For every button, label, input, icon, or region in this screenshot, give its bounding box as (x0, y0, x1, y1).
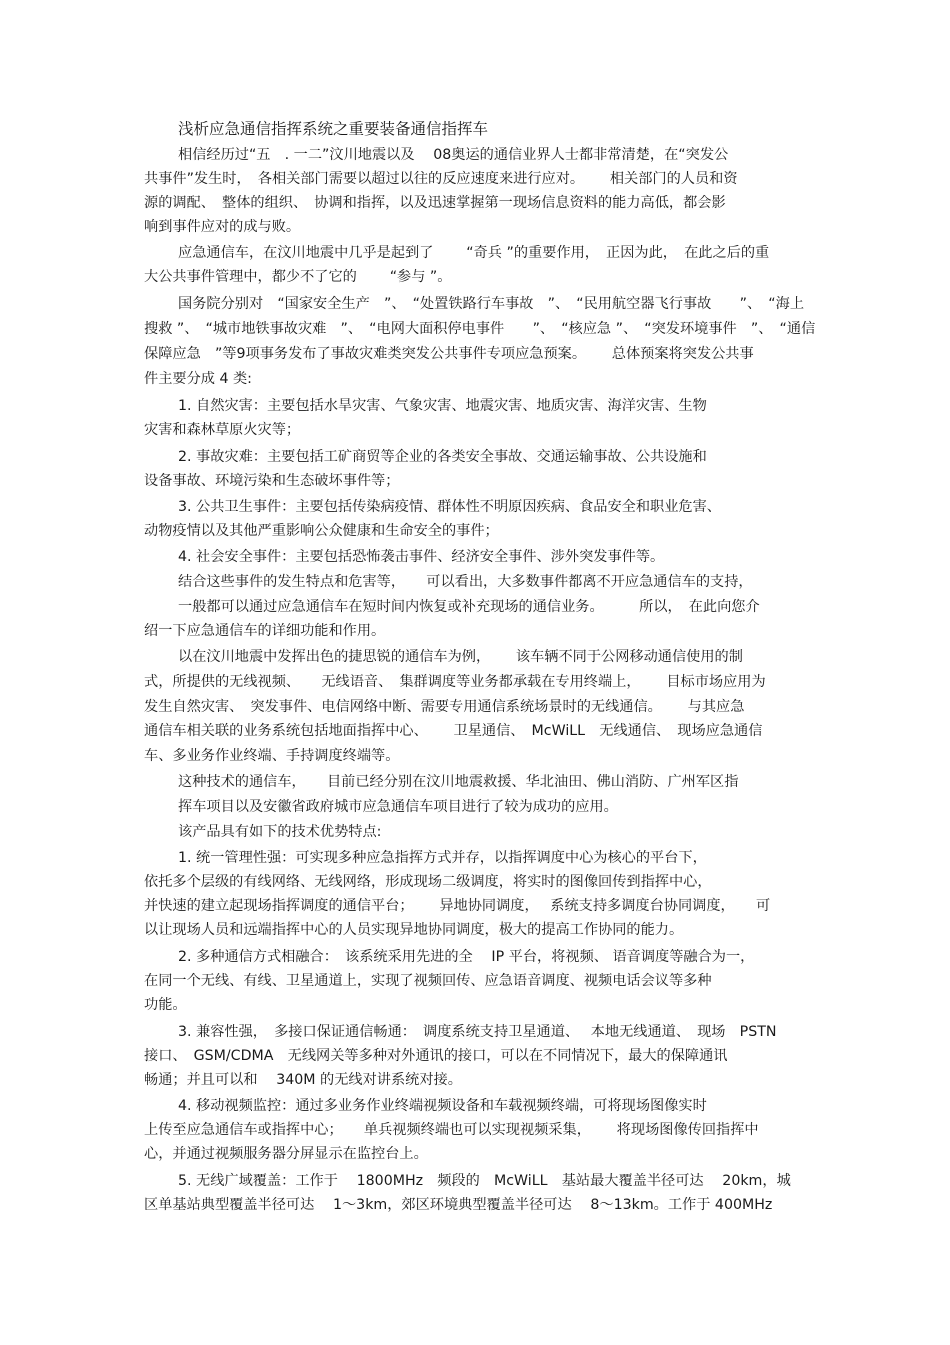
body-text-line: 2. 事故灾难：主要包括工矿商贸等企业的各类安全事故、交通运输事故、公共设施和 (178, 449, 707, 465)
body-text-line: 发生自然灾害、 突发事件、电信网络中断、需要专用通信系统场景时的无线通信。 与其应急 (144, 699, 745, 715)
body-text-line: 1. 统一管理性强：可实现多种应急指挥方式并存，以指挥调度中心为核心的平台下， (178, 850, 707, 866)
body-text-line: 3. 公共卫生事件：主要包括传染病疫情、群体性不明原因疾病、食品安全和职业危害、 (178, 499, 721, 515)
body-text-line: 大公共事件管理中，都少不了它的 “参与 ”。 (144, 269, 452, 285)
body-text-line: 在同一个无线、有线、卫星通道上，实现了视频回传、应急语音调度、视频电话会议等多种 (144, 973, 712, 989)
document-title: 浅析应急通信指挥系统之重要装备通信指挥车 (178, 120, 489, 138)
body-text-line: 上传至应急通信车或指挥中心； 单兵视频终端也可以实现视频采集， 将现场图像传回指挥中 (144, 1122, 759, 1138)
body-text-line: 绍一下应急通信车的详细功能和作用。 (144, 623, 386, 639)
body-text-line: 依托多个层级的有线网络、无线网络，形成现场二级调度，将实时的图像回传到指挥中心， (144, 874, 712, 890)
body-text-line: 以让现场人员和远端指挥中心的人员实现异地协同调度，极大的提高工作协同的能力。 (144, 922, 684, 938)
body-text-line: 4. 社会安全事件：主要包括恐怖袭击事件、经济安全事件、涉外突发事件等。 (178, 549, 665, 565)
body-text-line: 灾害和森林草原火灾等； (144, 422, 301, 438)
body-text-line: 并快速的建立起现场指挥调度的通信平台； 异地协同调度， 系统支持多调度台协同调度， 可 (144, 898, 771, 914)
body-text-line: 一般都可以通过应急通信车在短时间内恢复或补充现场的通信业务。 所以， 在此向您介 (178, 599, 760, 615)
body-text-line: 相信经历过“五 . 一二”汶川地震以及 08奥运的通信业界人士都非常清楚，在“突发公 (178, 147, 729, 163)
body-text-line: 这种技术的通信车， 目前已经分别在汶川地震救援、华北油田、佛山消防、广州军区指 (178, 774, 739, 790)
body-text-line: 2. 多种通信方式相融合： 该系统采用先进的全 IP 平台，将视频、 语音调度等融合为一， (178, 949, 755, 965)
body-text-line: 通信车相关联的业务系统包括地面指挥中心、 卫星通信、 McWiLL 无线通信、 现场应急通信 (144, 723, 763, 739)
body-text-line: 1. 自然灾害：主要包括水旱灾害、气象灾害、地震灾害、地质灾害、海洋灾害、生物 (178, 398, 707, 414)
body-text-line: 设备事故、环境污染和生态破坏事件等； (144, 473, 400, 489)
body-text-line: 源的调配、 整体的组织、 协调和指挥，以及迅速掌握第一现场信息资料的能力高低，都会影 (144, 195, 726, 211)
body-text-line: 区单基站典型覆盖半径可达 1～3km，郊区环境典型覆盖半径可达 8～13km。工作于 400MHz (144, 1197, 773, 1213)
body-text-line: 结合这些事件的发生特点和危害等， 可以看出，大多数事件都离不开应急通信车的支持， (178, 574, 753, 590)
body-text-line: 车、多业务作业终端、手持调度终端等。 (144, 748, 400, 764)
body-text-line: 国务院分别对 “国家安全生产 ”、 “处置铁路行车事故 ”、 “民用航空器飞行事故 ”、 “海上 (178, 296, 805, 312)
body-text-line: 式，所提供的无线视频、 无线语音、 集群调度等业务都承载在专用终端上， 目标市场应用为 (144, 674, 766, 690)
body-text-line: 心，并通过视频服务器分屏显示在监控台上。 (144, 1146, 428, 1162)
body-text-line: 5. 无线广域覆盖：工作于 1800MHz 频段的 McWiLL 基站最大覆盖半径可达 20km，城 (178, 1173, 791, 1189)
body-text-line: 搜救 ”、 “城市地铁事故灾难 ”、 “电网大面积停电事件 ”、 “核应急 ”、 “突发环境事件 ”、 “通信 (144, 321, 816, 337)
body-text-line: 该产品具有如下的技术优势特点: (178, 824, 382, 840)
body-text-line: 共事件”发生时， 各相关部门需要以超过以往的反应速度来进行应对。 相关部门的人员和资 (144, 171, 738, 187)
body-text-line: 响到事件应对的成与败。 (144, 219, 301, 235)
body-text-line: 件主要分成 4 类: (144, 371, 252, 387)
body-text-line: 应急通信车，在汶川地震中几乎是起到了 “奇兵 ”的重要作用， 正因为此， 在此之后的重 (178, 245, 770, 261)
body-text-line: 4. 移动视频监控：通过多业务作业终端视频设备和车载视频终端，可将现场图像实时 (178, 1098, 707, 1114)
body-text-line: 挥车项目以及安徽省政府城市应急通信车项目进行了较为成功的应用。 (178, 799, 618, 815)
body-text-line: 以在汶川地震中发挥出色的捷思锐的通信车为例， 该车辆不同于公网移动通信使用的制 (178, 649, 743, 665)
body-text-line: 3. 兼容性强， 多接口保证通信畅通： 调度系统支持卫星通道、 本地无线通道、 现场 PSTN (178, 1024, 777, 1040)
body-text-line: 功能。 (144, 997, 187, 1013)
body-text-line: 接口、 GSM/CDMA 无线网关等多种对外通讯的接口，可以在不同情况下，最大的保障通讯 (144, 1048, 728, 1064)
body-text-line: 保障应急 ”等9项事务发布了事故灾难类突发公共事件专项应急预案。 总体预案将突发公共事 (144, 346, 754, 362)
body-text-line: 动物疫情以及其他严重影响公众健康和生命安全的事件； (144, 523, 499, 539)
body-text-line: 畅通；并且可以和 340M 的无线对讲系统对接。 (144, 1072, 462, 1088)
